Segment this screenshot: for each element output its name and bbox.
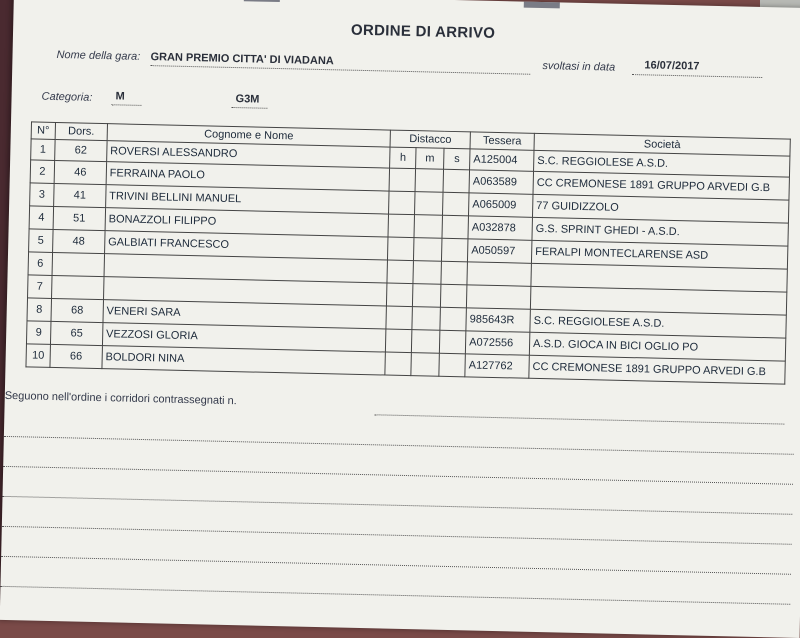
cell-name: FERRAINA PAOLO — [106, 162, 390, 191]
cell-dors — [52, 252, 104, 276]
cell-h — [387, 260, 413, 284]
cell-team: S.C. REGGIOLESE A.S.D. — [530, 309, 786, 338]
cell-card: A032878 — [468, 216, 532, 240]
cell-name: ROVERSI ALESSANDRO — [107, 141, 391, 168]
cell-num: 4 — [29, 206, 53, 230]
cell-s — [440, 330, 466, 354]
fill-line — [0, 586, 790, 605]
fill-line — [3, 466, 793, 485]
cell-num: 1 — [31, 139, 55, 161]
cell-team: CC CREMONESE 1891 GRUPPO ARVEDI G.B — [533, 171, 789, 200]
cell-h — [389, 168, 415, 192]
cell-team: CC CREMONESE 1891 GRUPPO ARVEDI G.B — [529, 355, 785, 384]
col-header-gap: Distacco — [390, 130, 470, 149]
date-value: 16/07/2017 — [644, 59, 700, 73]
cell-m — [415, 192, 443, 216]
cell-m — [414, 238, 442, 262]
cell-m — [413, 261, 441, 285]
footer-text: Seguono nell'ordine i corridori contrassegnati n. — [4, 389, 237, 408]
race-name-label: Nome della gara: — [56, 48, 141, 63]
cell-card: A072556 — [465, 331, 529, 355]
cell-num: 5 — [29, 229, 53, 253]
cell-name: GALBIATI FRANCESCO — [104, 231, 388, 260]
cell-h — [385, 352, 411, 376]
cell-dors: 66 — [50, 344, 102, 368]
cell-name: VENERI SARA — [103, 300, 387, 329]
cell-card — [466, 285, 530, 309]
cell-team: A.S.D. GIOCA IN BICI OGLIO PO — [529, 332, 785, 361]
col-header-dors: Dors. — [55, 122, 107, 140]
col-header-team: Società — [534, 133, 790, 156]
cell-dors: 48 — [53, 229, 105, 253]
cell-s — [441, 284, 467, 308]
cell-s — [443, 169, 469, 193]
cell-dors: 65 — [50, 321, 102, 345]
cell-team: G.S. SPRINT GHEDI - A.S.D. — [532, 217, 788, 246]
cell-card: A050597 — [468, 239, 532, 263]
date-label: svoltasi in data — [542, 60, 616, 74]
race-name-line — [150, 65, 530, 75]
cell-dors: 68 — [51, 298, 103, 322]
cell-card — [467, 262, 531, 286]
cell-card: 985643R — [466, 308, 530, 332]
fill-line — [1, 556, 791, 575]
top-mark — [244, 0, 280, 2]
cell-m — [413, 284, 441, 308]
cell-team: S.C. REGGIOLESE A.S.D. — [534, 150, 790, 177]
cell-team: FERALPI MONTECLARENSE ASD — [531, 240, 787, 269]
cell-s — [442, 215, 468, 239]
cell-m — [411, 353, 439, 377]
cell-h — [388, 237, 414, 261]
fill-line — [4, 436, 794, 455]
top-mark — [524, 2, 560, 9]
cell-num: 3 — [30, 183, 54, 207]
cell-h — [386, 329, 412, 353]
cell-m — [415, 169, 443, 193]
cell-num: 2 — [30, 160, 54, 184]
cell-name: BOLDORI NINA — [102, 346, 386, 375]
cell-num: 6 — [28, 252, 52, 276]
category-secondary: G3M — [235, 93, 260, 106]
cell-card: A065009 — [469, 193, 533, 217]
cell-m — [414, 215, 442, 239]
fill-line — [2, 526, 792, 545]
cell-h — [389, 191, 415, 215]
cell-num: 7 — [28, 275, 52, 299]
cell-s: s — [444, 148, 470, 170]
cell-card: A063589 — [469, 170, 533, 194]
cell-card: A127762 — [465, 354, 529, 378]
cell-s — [443, 192, 469, 216]
cell-num: 9 — [26, 321, 50, 345]
cell-dors: 51 — [53, 206, 105, 230]
cell-dors — [51, 275, 103, 299]
cell-m — [412, 307, 440, 331]
category-primary: M — [115, 90, 125, 103]
cell-h: h — [390, 147, 416, 169]
cell-m — [412, 330, 440, 354]
cell-dors: 46 — [54, 160, 106, 184]
cell-m: m — [416, 148, 444, 170]
category-primary-line — [111, 104, 141, 106]
category-label: Categoria: — [41, 90, 93, 104]
cell-dors: 62 — [55, 139, 107, 161]
date-line — [632, 74, 762, 78]
cell-s — [441, 261, 467, 285]
cell-h — [386, 306, 412, 330]
cell-name: TRIVINI BELLINI MANUEL — [105, 185, 389, 214]
cell-s — [440, 307, 466, 331]
col-header-name: Cognome e Nome — [107, 124, 391, 147]
col-header-card: Tessera — [470, 132, 534, 150]
cell-dors: 41 — [54, 183, 106, 207]
fill-line — [374, 414, 784, 424]
col-header-num: N° — [31, 122, 55, 140]
document-title: ORDINE DI ARRIVO — [350, 21, 496, 42]
cell-num: 8 — [27, 298, 51, 322]
results-table — [25, 121, 790, 384]
cell-name: BONAZZOLI FILIPPO — [105, 208, 389, 237]
cell-team: 77 GUIDIZZOLO — [532, 194, 788, 223]
cell-h — [388, 214, 414, 238]
cell-s — [439, 353, 465, 377]
cell-h — [387, 283, 413, 307]
cell-name: VEZZOSI GLORIA — [102, 323, 386, 352]
fill-line — [2, 496, 792, 515]
cell-s — [442, 238, 468, 262]
race-name-value: GRAN PREMIO CITTA' DI VIADANA — [150, 51, 334, 68]
cell-card: A125004 — [470, 149, 534, 171]
category-secondary-line — [231, 107, 267, 109]
cell-num: 10 — [26, 344, 50, 368]
